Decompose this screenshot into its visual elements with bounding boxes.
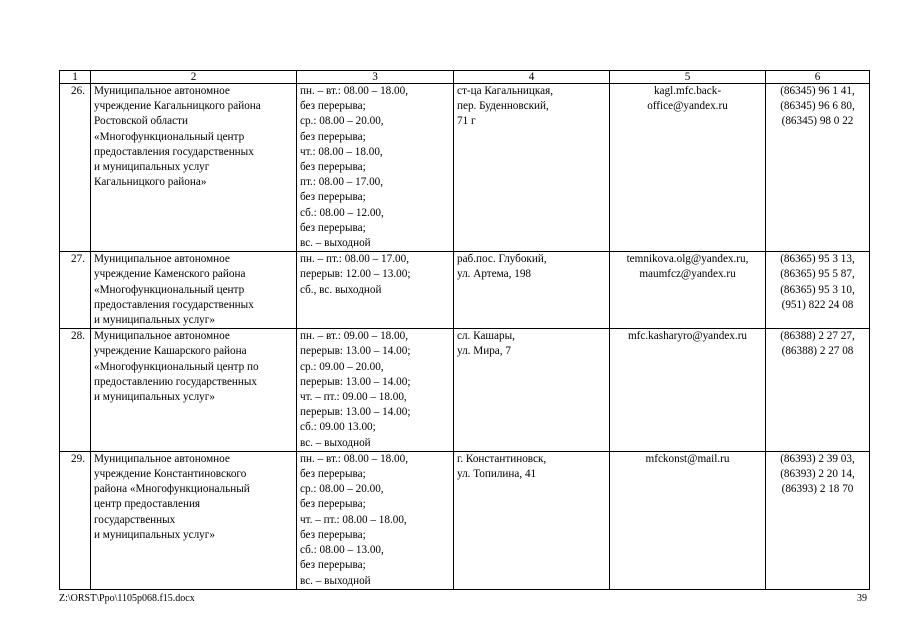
schedule-line: сб.: 09.00 13.00; [300, 421, 376, 434]
phones-line: (86388) 2 27 08 [781, 345, 854, 358]
row-number-cell: 28. [60, 329, 91, 452]
schedule-line: ср.: 08.00 – 20.00, [300, 115, 384, 128]
organization-name-line: учреждение Кагальницкого района [94, 100, 261, 113]
row-number-cell: 27. [60, 252, 91, 329]
phones-line: (86393) 2 18 70 [781, 483, 854, 496]
column-number: 1 [60, 71, 91, 84]
email-line[interactable]: office@yandex.ru [647, 100, 728, 113]
phones-line: (86345) 96 6 80, [780, 100, 855, 113]
organization-name-line: Муниципальное автономное [94, 85, 230, 97]
schedule-line: без перерыва; [300, 221, 366, 234]
email-line[interactable]: temnikova.olg@yandex.ru, [626, 253, 749, 266]
column-number-row [60, 71, 870, 84]
email-cell [610, 329, 766, 452]
schedule-line: ср.: 08.00 – 20.00, [300, 483, 384, 496]
organization-name-cell [91, 252, 297, 329]
phones-line: (86345) 98 0 22 [781, 115, 854, 128]
schedule-cell [297, 84, 454, 252]
table-row [60, 329, 870, 452]
address-line: ул. Топилина, 41 [457, 468, 537, 481]
schedule-line: без перерыва; [300, 528, 366, 541]
schedule-line: вс. – выходной [300, 574, 371, 587]
schedule-line: вс. – выходной [300, 237, 371, 250]
organization-name-line: учреждение Каменского района [94, 268, 246, 281]
address-cell [454, 84, 610, 252]
organization-name-line: государственных [94, 513, 176, 526]
schedule-line: перерыв: 13.00 – 14.00; [300, 375, 411, 388]
column-number: 2 [91, 71, 297, 84]
email-cell [610, 252, 766, 329]
email-line[interactable]: maumfcz@yandex.ru [639, 268, 736, 281]
organization-name-line: Кагальницкого района» [94, 176, 207, 189]
schedule-cell [297, 451, 454, 589]
column-number: 4 [454, 71, 610, 84]
organization-name-line: и муниципальных услуг [94, 161, 210, 174]
schedule-line: пн. – вт.: 08.00 – 18.00, [300, 452, 409, 465]
column-number: 6 [766, 71, 870, 84]
row-number-cell: 29. [60, 451, 91, 589]
organization-name-line: учреждение Константиновского [94, 468, 247, 481]
schedule-cell [297, 252, 454, 329]
organization-name-line: Муниципальное автономное [94, 452, 230, 465]
phones-cell [766, 84, 870, 252]
schedule-line: чт. – пт.: 08.00 – 18.00, [300, 513, 407, 526]
phones-line: (86393) 2 20 14, [780, 468, 855, 481]
address-cell [454, 451, 610, 589]
organization-name-line: «Многофункциональный центр [94, 130, 245, 143]
schedule-line: перерыв: 12.00 – 13.00; [300, 268, 411, 281]
phones-line: (951) 822 24 08 [781, 298, 854, 311]
organization-name-line: Муниципальное автономное [94, 330, 230, 343]
table-row [60, 252, 870, 329]
schedule-line: без перерыва; [300, 161, 366, 174]
schedule-line: сб., вс. выходной [300, 283, 382, 296]
address-cell [454, 252, 610, 329]
schedule-line: без перерыва; [300, 130, 366, 143]
organization-name-cell [91, 329, 297, 452]
organization-name-cell [91, 451, 297, 589]
schedule-line: чт. – пт.: 09.00 – 18.00, [300, 391, 407, 404]
schedule-line: вс. – выходной [300, 436, 371, 449]
schedule-line: пн. – вт.: 08.00 – 18.00, [300, 85, 409, 97]
phones-cell [766, 329, 870, 452]
email-cell [610, 451, 766, 589]
address-line: сл. Кашары, [457, 330, 515, 343]
schedule-line: чт.: 08.00 – 18.00, [300, 145, 383, 158]
schedule-line: без перерыва; [300, 559, 366, 572]
column-number: 5 [610, 71, 766, 84]
schedule-line: без перерыва; [300, 468, 366, 481]
phones-line: (86393) 2 39 03, [780, 452, 855, 465]
column-number: 3 [297, 71, 454, 84]
organization-name-line: предоставления государственных [94, 298, 254, 311]
schedule-line: пт.: 08.00 – 17.00, [300, 176, 384, 189]
row-number-cell: 26. [60, 84, 91, 252]
address-line: ул. Мира, 7 [457, 345, 511, 358]
phones-line: (86365) 95 3 13, [780, 253, 855, 266]
table-row [60, 84, 870, 252]
schedule-line: перерыв: 13.00 – 14.00; [300, 345, 411, 358]
organization-name-cell [91, 84, 297, 252]
schedule-line: сб.: 08.00 – 12.00, [300, 206, 384, 219]
organization-name-line: и муниципальных услуг» [94, 314, 215, 327]
organization-name-line: Муниципальное автономное [94, 253, 230, 266]
phones-line: (86345) 96 1 41, [780, 85, 855, 97]
schedule-line: ср.: 09.00 – 20.00, [300, 360, 384, 373]
organization-name-line: центр предоставления [94, 498, 201, 511]
footer-file-path: Z:\ORST\Ppo\1105p068.f15.docx [59, 593, 195, 604]
address-cell [454, 329, 610, 452]
mfc-table [59, 70, 870, 590]
address-line: ул. Артема, 198 [457, 268, 532, 281]
schedule-line: перерыв: 13.00 – 14.00; [300, 406, 411, 419]
schedule-line: без перерыва; [300, 100, 366, 113]
organization-name-line: района «Многофункциональный [94, 483, 250, 496]
schedule-line: пн. – вт.: 09.00 – 18.00, [300, 330, 409, 343]
organization-name-line: учреждение Кашарского района [94, 345, 247, 358]
address-line: г. Константиновск, [457, 452, 547, 465]
organization-name-line: и муниципальных услуг» [94, 528, 215, 541]
address-line: пер. Буденновский, [457, 100, 549, 113]
schedule-line: пн. – пт.: 08.00 – 17.00, [300, 253, 410, 266]
phones-line: (86388) 2 27 27, [780, 330, 855, 343]
email-line[interactable]: kagl.mfc.back- [653, 85, 722, 97]
email-cell [610, 84, 766, 252]
address-line: ст-ца Кагальницкая, [457, 85, 554, 97]
table-row [60, 451, 870, 589]
schedule-cell [297, 329, 454, 452]
address-line: 71 г [457, 115, 476, 128]
phones-cell [766, 451, 870, 589]
schedule-line: без перерыва; [300, 191, 366, 204]
organization-name-line: «Многофункциональный центр [94, 283, 245, 296]
schedule-line: сб.: 08.00 – 13.00, [300, 544, 384, 557]
phones-cell [766, 252, 870, 329]
organization-name-line: «Многофункциональный центр по [94, 360, 259, 373]
phones-line: (86365) 95 5 87, [780, 268, 855, 281]
email-line[interactable]: mfckonst@mail.ru [645, 452, 730, 465]
organization-name-line: предоставлению государственных [94, 375, 257, 388]
schedule-line: без перерыва; [300, 498, 366, 511]
organization-name-line: и муниципальных услуг» [94, 391, 215, 404]
page-number: 39 [857, 593, 867, 604]
phones-line: (86365) 95 3 10, [780, 283, 855, 296]
organization-name-line: предоставления государственных [94, 145, 254, 158]
email-line[interactable]: mfc.kasharyro@yandex.ru [627, 330, 748, 343]
organization-name-line: Ростовской области [94, 115, 188, 128]
address-line: раб.пос. Глубокий, [457, 253, 547, 266]
